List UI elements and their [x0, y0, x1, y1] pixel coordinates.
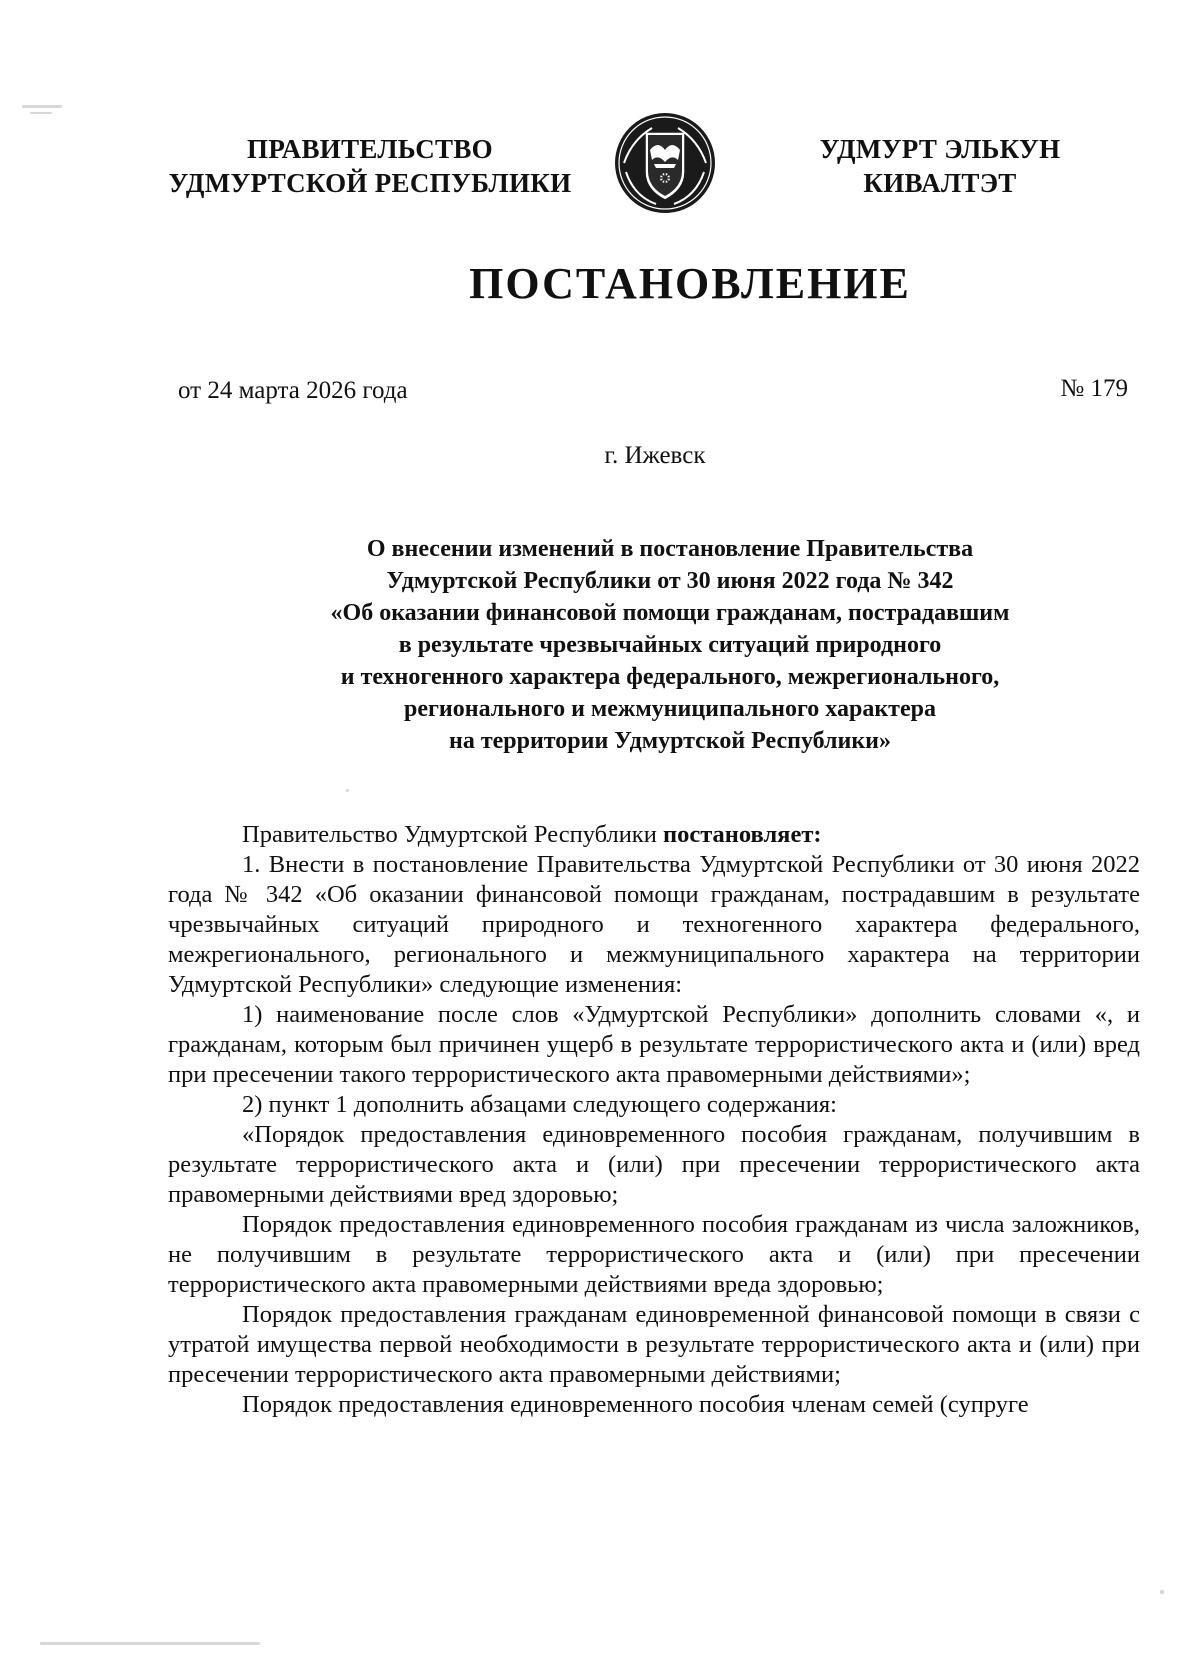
document-city: г. Ижевск — [604, 442, 706, 469]
body-paragraph: 1) наименование после слов «Удмуртской Республики» дополнить словами «, и гражданам, которым был причинен ущерб в результате террористического акта и (или) вред при пресечении такого террористического акта правомерными действиями»; — [168, 1001, 1140, 1088]
body-paragraph: 1. Внести в постановление Правительства Удмуртской Республики от 30 июня 2022 года № 342 «Об оказании финансовой помощи гражданам, пострадавшим в результате чрезвычайных ситуаций природного и техногенного характера федерального, межрегионального, регионального и межмуниципального характера на территории Удмуртской Республики» следующие изменения: — [168, 851, 1140, 998]
subject-line: на территории Удмуртской Республики» — [449, 728, 891, 754]
scan-speck — [30, 112, 52, 114]
body-paragraph: Порядок предоставления гражданам единовременной финансовой помощи в связи с утратой имущества первой необходимости в результате террористического акта и (или) при пресечении террористического акта правомерными действиями; — [168, 1301, 1140, 1388]
issuer-line-2: УДМУРТСКОЙ РЕСПУБЛИКИ — [168, 168, 572, 198]
issuer-name-russian — [150, 132, 590, 200]
intro-paragraph — [168, 820, 1140, 850]
scan-speck — [22, 105, 62, 108]
issuer-udmurt-line-1: УДМУРТ ЭЛЬКУН — [819, 134, 1061, 164]
intro-decree-word: постановляет: — [662, 821, 822, 848]
coat-of-arms-icon — [612, 110, 718, 216]
issuer-name-udmurt — [790, 132, 1090, 200]
subject-line: Удмуртской Республики от 30 июня 2022 года № 342 — [386, 568, 954, 594]
body-paragraph: Порядок предоставления единовременного пособия членам семей (супруге — [242, 1391, 1029, 1418]
subject-line: в результате чрезвычайных ситуаций природного — [398, 632, 942, 658]
scan-speck — [40, 1642, 260, 1645]
document-body — [168, 820, 1140, 1420]
body-paragraph: Порядок предоставления единовременного пособия гражданам из числа заложников, не получившим в результате террористического акта и (или) при пресечении террористического акта правомерными действиями вреда здоровью; — [168, 1211, 1140, 1298]
subject-line: и техногенного характера федерального, межрегионального, — [340, 664, 1000, 690]
body-paragraph: 2) пункт 1 дополнить абзацами следующего содержания: — [242, 1091, 837, 1118]
intro-text: Правительство Удмуртской Республики — [242, 821, 663, 848]
document-title: ПОСТАНОВЛЕНИЕ — [469, 259, 911, 308]
scan-speck — [346, 789, 349, 792]
scan-speck — [1160, 1590, 1164, 1594]
subject-line: «Об оказании финансовой помощи гражданам, пострадавшим — [330, 600, 1010, 626]
document-subject — [250, 533, 1090, 757]
issuer-line-1: ПРАВИТЕЛЬСТВО — [247, 134, 493, 164]
subject-line: О внесении изменений в постановление Правительства — [366, 536, 974, 562]
subject-line: регионального и межмуниципального характера — [404, 696, 936, 722]
body-paragraph: «Порядок предоставления единовременного пособия гражданам, получившим в результате террористического акта и (или) при пресечении террористического акта правомерными действиями вред здоровью; — [168, 1121, 1140, 1208]
issuer-udmurt-line-2: КИВАЛТЭТ — [863, 168, 1017, 198]
document-date: от 24 марта 2026 года — [178, 377, 408, 404]
document-number: № 179 — [1060, 375, 1128, 402]
